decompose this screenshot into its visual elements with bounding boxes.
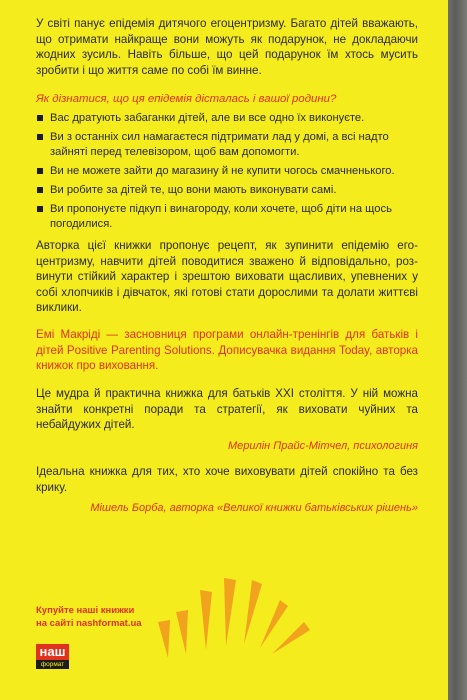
burst-decoration [140,550,340,660]
buy-line-1: Купуйте наші книжки [36,605,135,616]
review-2 [36,464,418,514]
recipe-paragraph: Авторка цієї книжки пропонує рецепт, як зупинити епідемію егоцентризму, навчити дітей поводитися зважено й відповідально, розвинути стійкий характер і зрештою виховати щасливих, упевнених у собі хлопчиків і дівчаток, які готові стати дорослими та долати життєві виклики. [36,239,418,314]
review-signature: Мішель Борба, авторка «Великої книжки батьківських рішень» [90,502,418,514]
buy-line-2: на сайті nashformat.ua [36,618,142,629]
buy-online-note [36,604,142,630]
review-1 [36,386,418,452]
intro-paragraph: У світі панує епідемія дитячого егоцентризму. Багато дітей вважають, що отримати найкраще вони можуть як подарунок, не докладаючи жодних зусиль. Навіть більше, що цей подарунок їм хтось мусить зробити і що життя саме по собі їм винне. [36,17,418,77]
list-item: Ви робите за дітей те, що вони мають виконувати самі. [36,183,418,198]
list-item: Вас дратують забаганки дітей, але ви все одно їх виконуєте. [36,111,418,126]
author-bio: Емі Макріді — засновниця програми онлайн-тренінгів для батьків і дітей Positive Parenting Solutions. Дописувачка видання Today, авторка книжок про виховання. [36,328,418,372]
list-item: Ви з останніх сил намагаєтеся підтримати лад у домі, а всі надто зайняті перед телевізором, щоб вам допомогти. [36,130,418,160]
logo-word-bottom: формат [36,660,69,669]
logo-word-top: наш [36,644,69,660]
review-signature: Мерилін Прайс-Мітчел, психологиня [227,439,418,452]
publisher-logo [36,644,69,674]
symptom-list [36,111,418,236]
question-heading: Як дізнатися, що ця епідемія дісталась і вашої родини? [36,93,337,105]
list-item: Ви пропонуєте підкуп і винагороду, коли хочете, щоб діти на щось погодилися. [36,202,418,232]
review-text: Ідеальна книжка для тих, хто хоче виховувати дітей спокійно та без крику. [36,465,418,494]
list-item: Ви не можете зайти до магазину й не купити чогось смачненького. [36,164,418,179]
review-text: Це мудра й практична книжка для батьків XXI століття. У ній можна знайти конкретні поради та стратегії, як виховати чуйних та небайдужих дітей. [36,387,418,431]
spine-edge [448,0,467,700]
